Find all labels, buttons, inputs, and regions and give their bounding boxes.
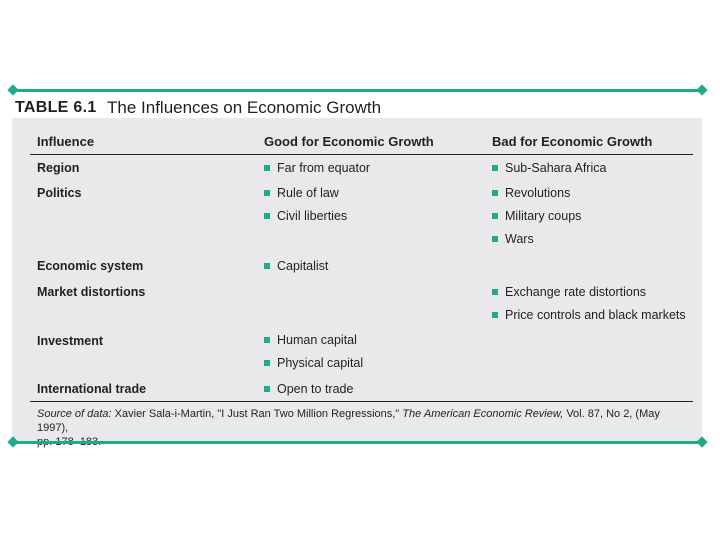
bullet-icon: [264, 337, 270, 343]
header-bad: Bad for Economic Growth: [492, 134, 653, 149]
source-journal: The American Economic Review,: [399, 408, 564, 420]
header-influence: Influence: [37, 134, 95, 149]
table-label: TABLE 6.1: [15, 99, 97, 116]
bullet-icon: [492, 312, 498, 318]
top-rule-diamond-left: [7, 84, 18, 95]
good-item: Civil liberties: [277, 209, 348, 223]
bad-item: Revolutions: [505, 186, 571, 200]
good-item: Physical capital: [277, 356, 364, 370]
influence-international-trade: International trade: [37, 382, 147, 396]
source-details: Vol. 87, No 2, (May 1997),: [37, 408, 660, 434]
top-rule: [12, 89, 702, 92]
bullet-icon: [264, 165, 270, 171]
header-good: Good for Economic Growth: [264, 134, 434, 149]
bullet-icon: [492, 236, 498, 242]
header-rule: [30, 154, 693, 155]
bad-item: Sub-Sahara Africa: [505, 161, 607, 175]
bullet-icon: [492, 165, 498, 171]
source-prefix: Source of data:: [37, 408, 112, 420]
footer-rule: [30, 401, 693, 402]
influence-investment: Investment: [37, 334, 103, 348]
bullet-icon: [492, 213, 498, 219]
bad-item: Military coups: [505, 209, 582, 223]
bad-item: Price controls and black markets: [505, 308, 686, 322]
influence-market-distortions: Market distortions: [37, 285, 146, 299]
bad-item: Exchange rate distortions: [505, 285, 647, 299]
bottom-rule: [12, 441, 702, 444]
good-item: Human capital: [277, 333, 357, 347]
good-item: Far from equator: [277, 161, 371, 175]
influence-politics: Politics: [37, 186, 82, 200]
influence-region: Region: [37, 161, 80, 175]
good-item: Capitalist: [277, 259, 329, 273]
good-item: Open to trade: [277, 382, 354, 396]
table-title: The Influences on Economic Growth: [107, 98, 382, 117]
bullet-icon: [492, 289, 498, 295]
bullet-icon: [264, 213, 270, 219]
bullet-icon: [264, 190, 270, 196]
top-rule-diamond-right: [696, 84, 707, 95]
influence-economic-system: Economic system: [37, 259, 144, 273]
bullet-icon: [264, 386, 270, 392]
bullet-icon: [264, 360, 270, 366]
source-author: Xavier Sala-i-Martin, "I Just Ran Two Million Regressions,": [111, 408, 400, 420]
bullet-icon: [492, 190, 498, 196]
bad-item: Wars: [505, 232, 534, 246]
good-item: Rule of law: [277, 186, 339, 200]
bullet-icon: [264, 263, 270, 269]
